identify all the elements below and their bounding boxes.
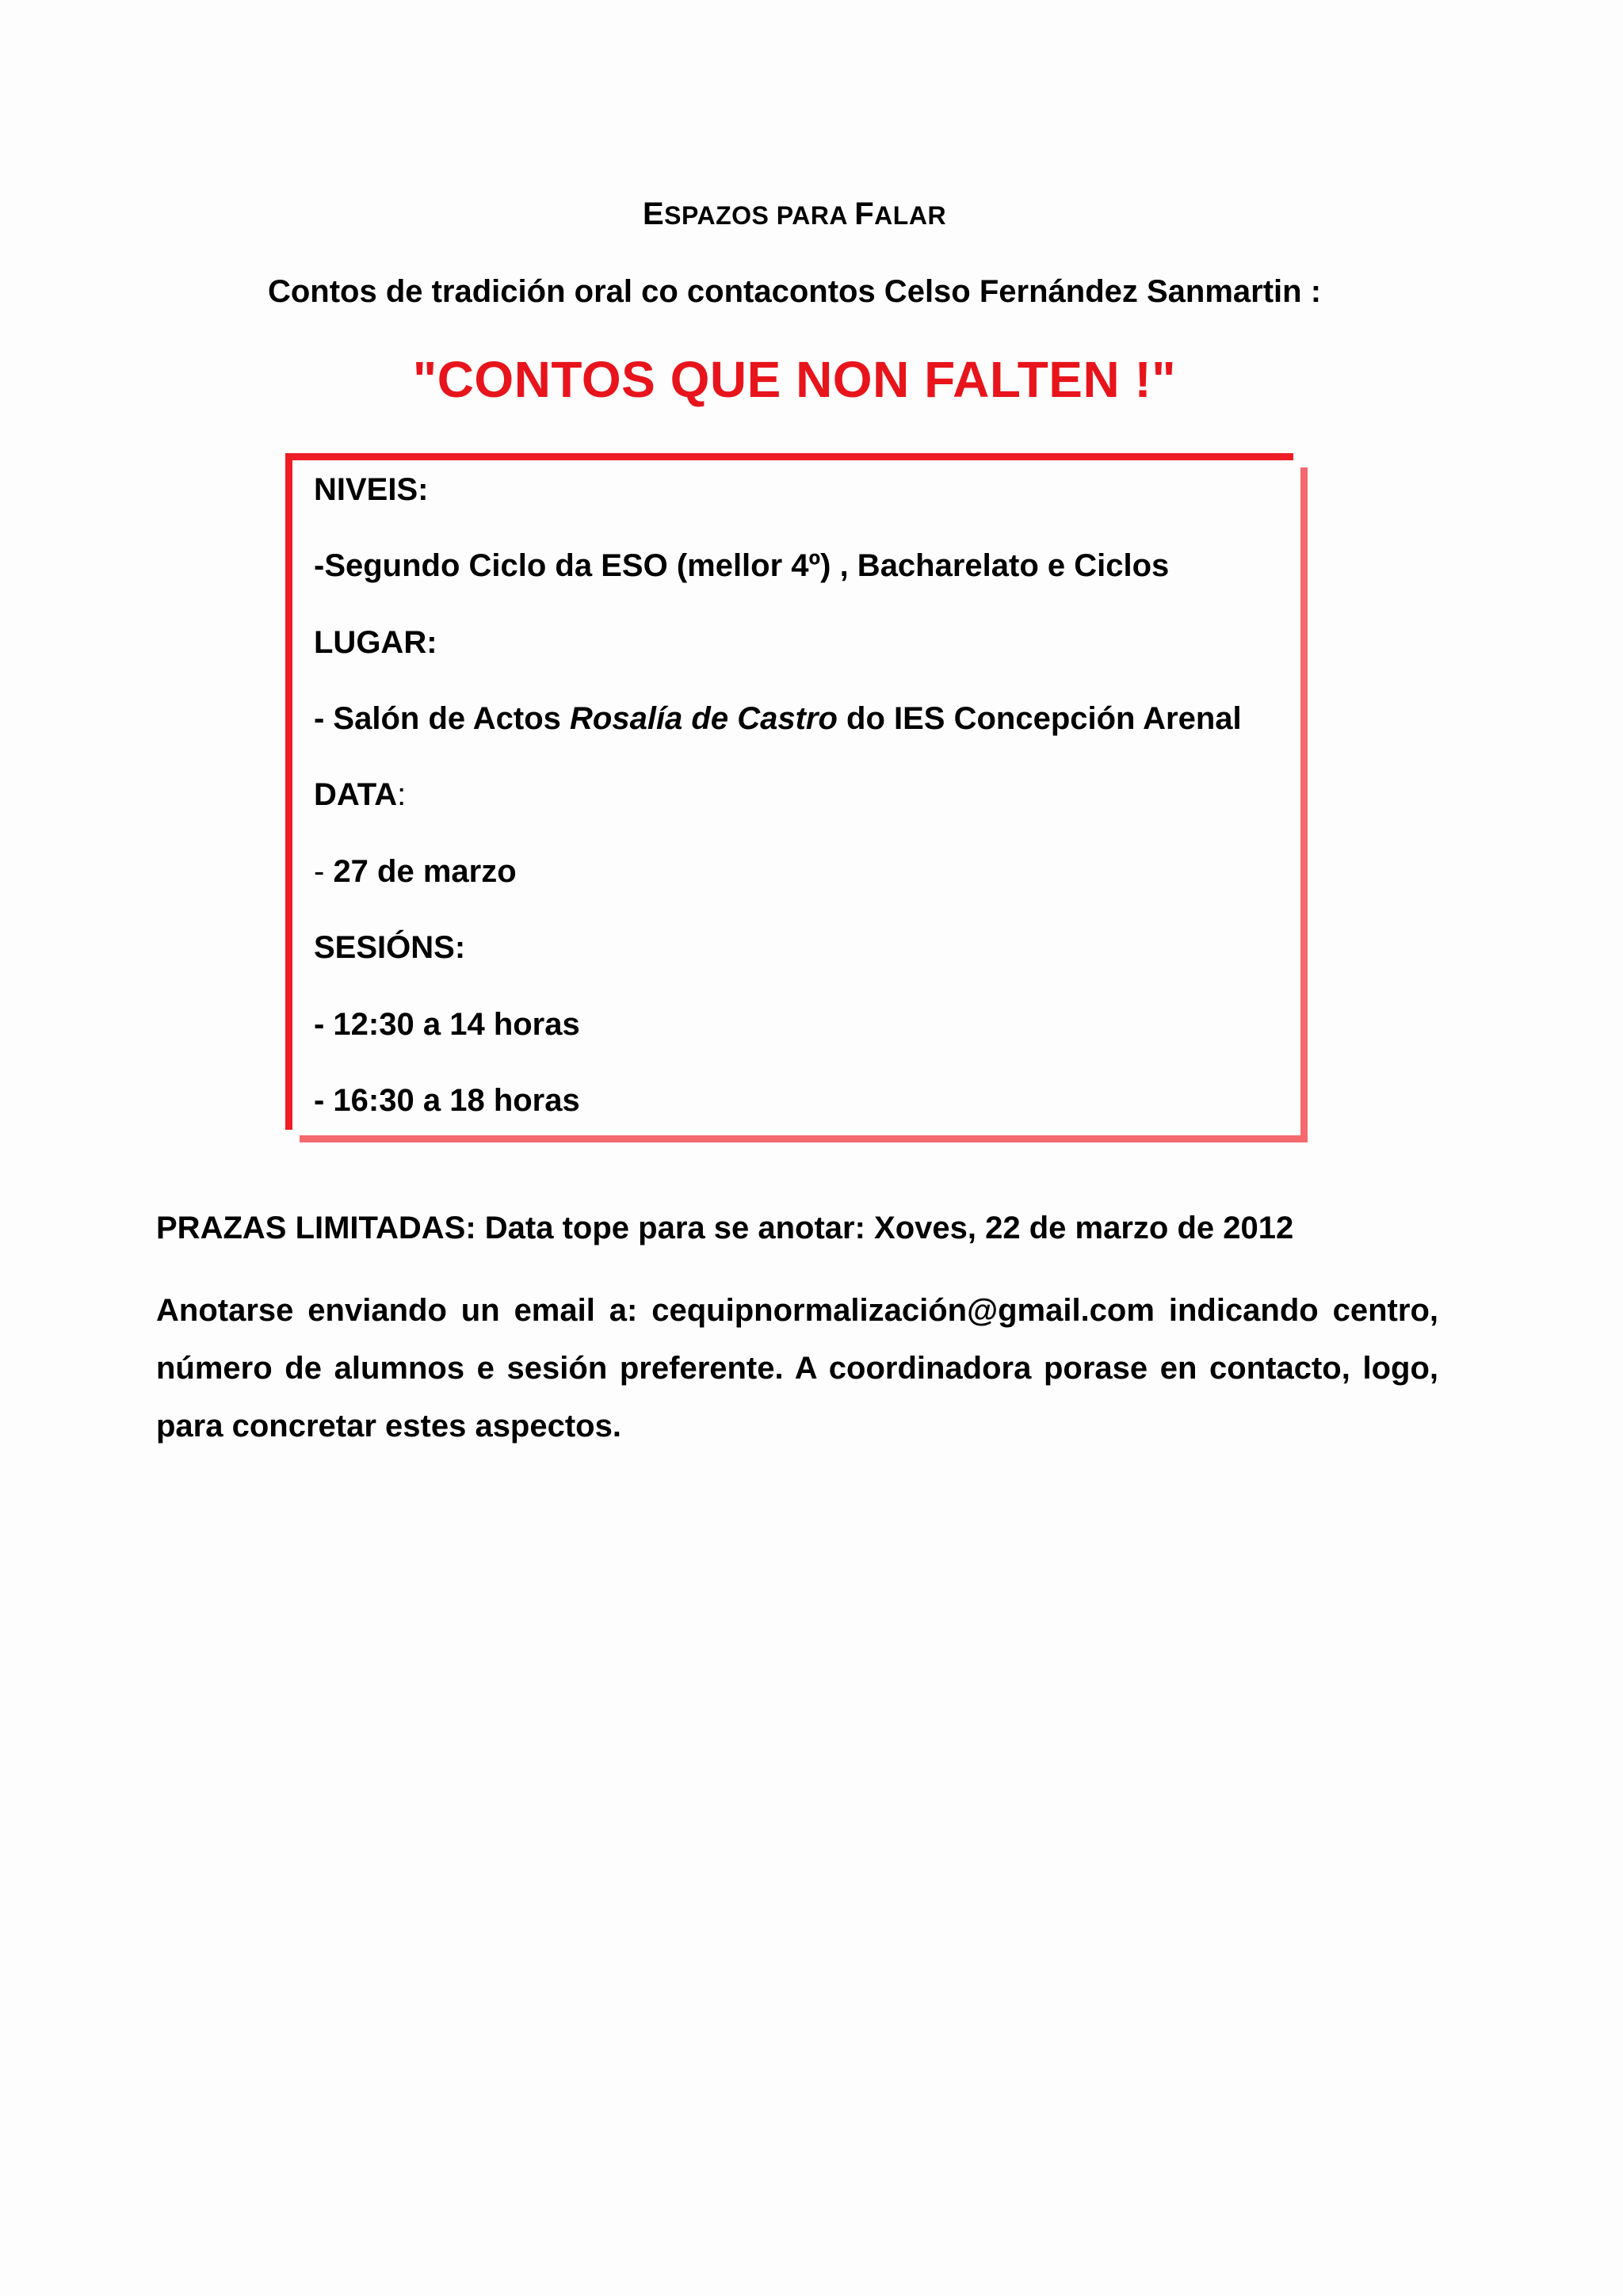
info-box-shadow-right xyxy=(1300,467,1308,1142)
sesion-1: - 12:30 a 14 horas xyxy=(314,1007,580,1042)
deadline-notice: PRAZAS LIMITADAS: Data tope para se anotar: Xoves, 22 de marzo de 2012 xyxy=(156,1211,1294,1245)
series-title: ESPAZOS PARA FALAR xyxy=(642,196,947,231)
registration-instructions: Anotarse enviando un email a: cequipnormalización@gmail.com indicando centro, número de alumnos e sesión preferente. A coordinadora porase en contacto, logo, para concretar estes aspectos. xyxy=(156,1293,1438,1444)
info-box-border-left xyxy=(285,453,292,1130)
lugar-value: - Salón de Actos Rosalía de Castro do IES Concepción Arenal xyxy=(314,701,1242,736)
sesion-2: - 16:30 a 18 horas xyxy=(314,1083,580,1118)
niveis-label: NIVEIS: xyxy=(314,472,429,507)
lugar-label: LUGAR: xyxy=(314,625,437,660)
sesions-label: SESIÓNS: xyxy=(314,930,466,965)
main-title: "CONTOS QUE NON FALTEN !" xyxy=(412,351,1177,408)
subtitle: Contos de tradición oral co contacontos Celso Fernández Sanmartin : xyxy=(267,274,1322,309)
data-label: DATA: xyxy=(314,777,407,812)
niveis-value: -Segundo Ciclo da ESO (mellor 4º) , Bacharelato e Ciclos xyxy=(314,548,1170,583)
venue-name: Rosalía de Castro xyxy=(570,701,838,736)
info-box-border-top xyxy=(285,453,1293,460)
info-box-shadow-bottom xyxy=(300,1135,1308,1142)
data-value: - 27 de marzo xyxy=(314,854,517,889)
